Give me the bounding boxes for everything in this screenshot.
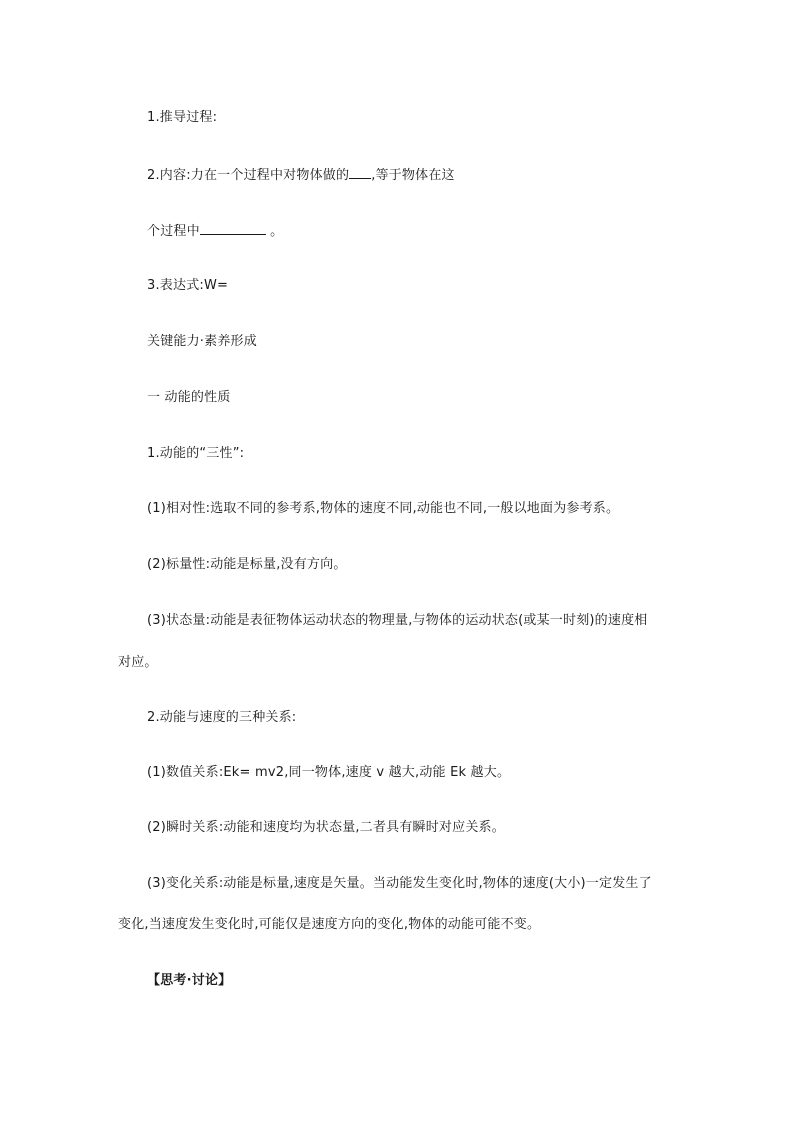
derivation-heading: 1.推导过程: <box>147 110 218 125</box>
state-quantity-paragraph-line1: (3)状态量:动能是表征物体运动状态的物理量,与物体的运动状态(或某一时刻)的速度相 <box>147 613 648 628</box>
think-discuss-heading: 【思考·讨论】 <box>147 973 232 988</box>
expression-line: 3.表达式:W= <box>147 278 229 293</box>
content-text-suffix: ,等于物体在这 <box>371 168 455 183</box>
three-properties-heading: 1.动能的“三性”: <box>147 446 245 461</box>
state-quantity-paragraph-line2: 对应。 <box>118 655 158 670</box>
fill-blank-energy-change[interactable] <box>200 221 266 235</box>
three-relations-heading: 2.动能与速度的三种关系: <box>147 710 297 725</box>
content-continued-suffix: 。 <box>265 224 284 239</box>
fill-blank-work[interactable] <box>349 165 371 179</box>
content-text-prefix: 2.内容:力在一个过程中对物体做的 <box>147 168 350 183</box>
scalar-paragraph: (2)标量性:动能是标量,没有方向。 <box>147 557 347 572</box>
content-continued-prefix: 个过程中 <box>147 224 200 239</box>
content-line-continued <box>147 221 283 241</box>
change-relation-paragraph-line1: (3)变化关系:动能是标量,速度是矢量。当动能发生变化时,物体的速度(大小)一定发生了 <box>147 876 652 891</box>
instantaneous-relation-paragraph: (2)瞬时关系:动能和速度均为状态量,二者具有瞬时对应关系。 <box>147 820 505 835</box>
numeric-relation-paragraph: (1)数值关系:Ek= mv2,同一物体,速度 v 越大,动能 Ek 越大。 <box>147 765 511 780</box>
relativity-paragraph: (1)相对性:选取不同的参考系,物体的速度不同,动能也不同,一般以地面为参考系。 <box>147 501 620 516</box>
section-title-key-abilities: 关键能力·素养形成 <box>147 334 257 349</box>
change-relation-paragraph-line2: 变化,当速度发生变化时,可能仅是速度方向的变化,物体的动能可能不变。 <box>118 917 541 932</box>
content-line <box>147 165 455 185</box>
subsection-title-kinetic-energy-properties: 一 动能的性质 <box>147 390 231 405</box>
